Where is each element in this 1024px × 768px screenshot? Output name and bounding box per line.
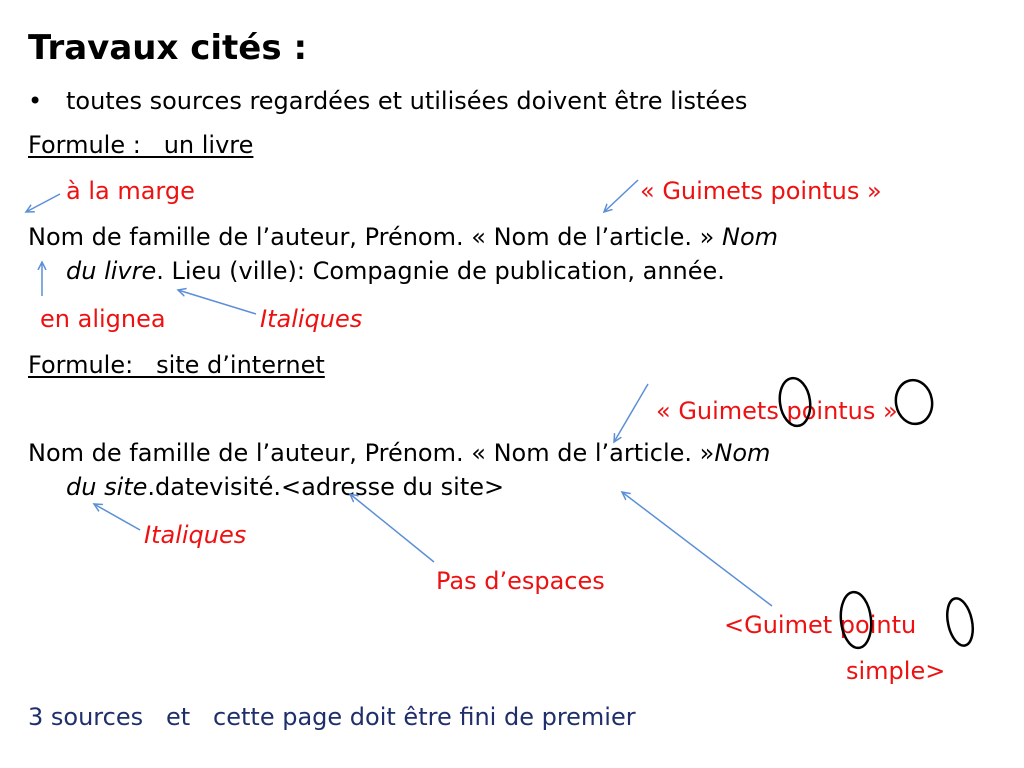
book-citation-rest: . Lieu (ville): Compagnie de publication, année.: [156, 257, 725, 285]
circle-mark-1: [777, 376, 813, 428]
site-title-italic: du site: [66, 473, 148, 501]
footer-note: 3 sources et cette page doit être fini de premier: [28, 703, 636, 731]
single-quote-note-1: <Guimet pointu: [724, 611, 917, 639]
web-citation-rest: .datevisité.<adresse du site>: [147, 473, 505, 501]
no-spaces-note: Pas d’espaces: [436, 567, 605, 595]
book-italic-note: Italiques: [260, 305, 363, 333]
book-italic-arrow: [178, 290, 256, 314]
book-quotes-arrow: [604, 180, 638, 212]
single-quote-note-2: simple>: [846, 657, 946, 685]
web-quotes-note: « Guimets pointus »: [656, 397, 898, 425]
margin-note: à la marge: [66, 177, 195, 205]
book-citation-text: Nom de famille de l’auteur, Prénom. « Nom de l’article. »: [28, 223, 722, 251]
bullet-marker: •: [28, 87, 43, 115]
book-citation-italic: Nom: [721, 223, 778, 251]
web-italic-note: Italiques: [144, 521, 247, 549]
single-quote-arrow: [622, 492, 772, 606]
formula-book-label: Formule : un livre: [28, 131, 254, 159]
book-title-italic: du livre: [66, 257, 157, 285]
margin-arrow: [26, 194, 60, 212]
slide-title: Travaux cités :: [28, 28, 308, 68]
book-quotes-note: « Guimets pointus »: [640, 177, 882, 205]
no-spaces-arrow: [350, 494, 434, 562]
web-quotes-arrow: [614, 384, 648, 442]
bullet-text: toutes sources regardées et utilisées doivent être listées: [66, 87, 748, 115]
circle-mark-3: [838, 591, 874, 650]
web-italic-arrow: [94, 504, 140, 530]
formula-web-label: Formule: site d’internet: [28, 351, 325, 379]
web-citation-italic: Nom: [714, 439, 771, 467]
circle-mark-2: [892, 377, 935, 427]
indent-note: en alignea: [40, 305, 166, 333]
circle-mark-4: [943, 596, 976, 648]
web-citation-text: Nom de famille de l’auteur, Prénom. « Nom de l’article. »: [28, 439, 715, 467]
